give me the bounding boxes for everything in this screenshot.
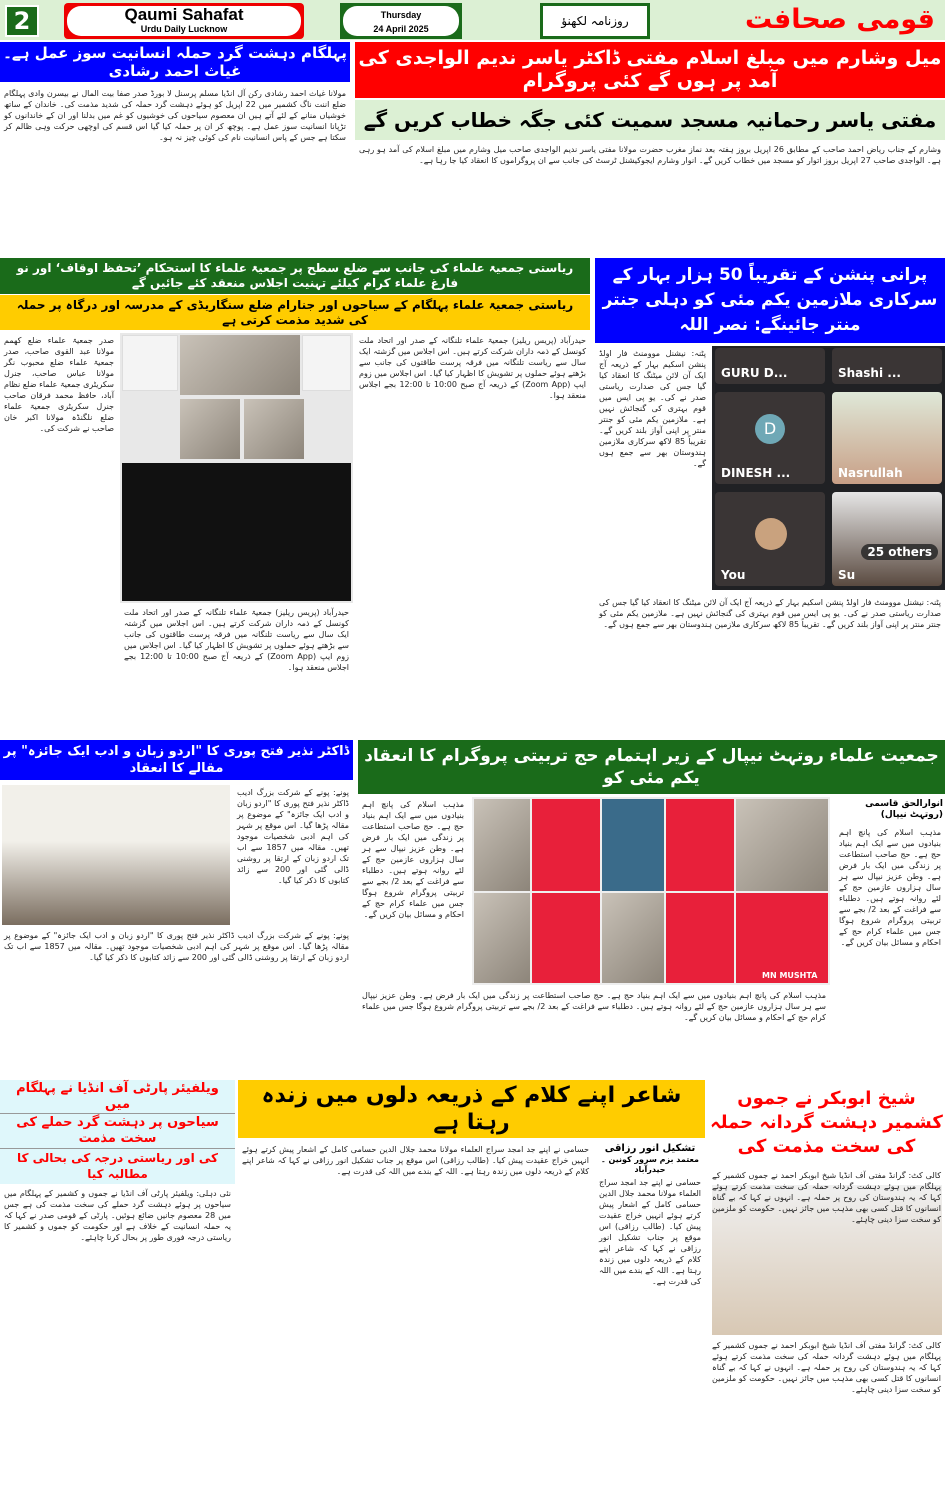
- a6-headline: جمعیت علماء روتہٹ نیپال کے زیر اہتمام حج تربیتی پروگرام کا انعقاد یکم مئی کو: [358, 740, 945, 794]
- a7-headline: [0, 1080, 235, 1184]
- a8-headline: شاعر اپنے کلام کے ذریعہ دلوں میں زندہ رہتا ہے: [238, 1080, 705, 1138]
- a8-body-2: حسامی نے اپنے جد امجد سراج العلماء مولانا محمد جلال الدین حسامی کامل کے اشعار پیش کرتے ہوئے انہیں خراج عقیدت پیش کیا۔ (طالب رزاقی) اس موقع پر جناب تشکیل انور رزاقی نے کہا کہ شاعر اپنے کلام کے ذریعہ دلوں میں زندہ رہتا ہے۔ اللہ کے بندے میں اللہ کی قدرت ہے۔: [599, 1178, 701, 1286]
- a7-body: نئی دہلی: ویلفیئر پارٹی آف انڈیا نے جموں و کشمیر کے پہلگام میں سیاحوں پر ہوئے دہشت گرد حملے کی سخت مذمت کی ہے جس میں 28 معصوم جانیں ضائع ہوئیں۔ پارٹی کے قومی صدر نے کہا کہ یہ حملہ انسانیت کے خلاف ہے اور حکومت کو جموں و کشمیر کا ریاستی درجہ فوری طور پر بحال کرنا چاہئے۔: [4, 1189, 232, 1242]
- a4-body: پٹنہ: نیشنل موومنٹ فار اولڈ پنشن اسکیم بہار کے ذریعہ آج ایک آن لائن میٹنگ کا انعقاد کیا گیا جس کی صدارت ریاستی صدر نے کی۔ یو پی ایس میں قوم بہتری کی گنجائش نہیں ہے۔ ملازمین یکم مئی کو جنتر منتر پر اپنی آواز بلند کریں گے۔ تقریباً 85 لاکھ سرکاری ملازمین ہندوستان بھر سے جمع ہوں گے۔: [599, 349, 706, 468]
- date: 24 April 2025: [373, 24, 429, 34]
- a3-body: حیدرآباد (پریس ریلیز) جمعیۃ علماء تلنگانہ کے صدر اور اتحاد ملت کونسل کے ذمہ داران شرکت کرتے ہیں۔ اس اجلاس میں گزشتہ ایک سال سے ریاست تلنگانہ میں فرقہ پرست طاقتوں کی جانب سے بڑھتے ہوئے حملوں پر تشویش کا اظہار کیا گیا۔ اس اجلاس میں زوم ایپ (Zoom App) کے ذریعہ آج صبح 10:00 تا 12:00 بجے اجلاس منعقد ہوا۔: [359, 336, 587, 400]
- participant-photo: [180, 335, 300, 395]
- video-tile: Nasrullah: [832, 392, 942, 484]
- avatar: D: [755, 414, 785, 444]
- others-count: 25 others: [861, 544, 938, 560]
- a3-body-2: صدر جمعیۃ علماء ضلع کھمم مولانا عبد القوی صاحب، صدر جمعیۃ علماء ضلع محبوب نگر مولانا عباس صاحب، جنرل سکریٹری جمعیۃ علماء ضلع نظام آباد، حافظ محمد فرقان صاحب جنرل سکریٹری جمعیۃ علماء ضلع نلگنڈہ مولانا اکبر خان صاحب نے شرکت کی۔: [4, 336, 114, 433]
- a5-body: پونے: پونے کے شرکت بزرگ ادیب ڈاکٹر نذیر فتح پوری کا "اردو زبان و ادب ایک جائزہ" کے موضوع پر مقالہ پڑھا گیا۔ اس موقع پر شہر کی اہم ادبی شخصیات موجود تھیں۔ مقالہ میں 1857 سے اب تک اردو زبان کے ارتقا پر روشنی ڈالی گئی اور 200 سے زائد کتابوں کا ذکر کیا گیا۔: [237, 788, 350, 885]
- a6-body-2: مذہب اسلام کی پانچ اہم بنیادوں میں سے ایک اہم بنیاد حج ہے۔ حج صاحب استطاعت پر زندگی میں ایک بار فرض ہے۔ وطن عزیز نیپال سے ہر سال ہزاروں عازمین حج کے لئے روانہ ہوتے ہیں۔ دطلباء سے فراغت کے بعد 2/ بجے سے تربیتی پروگرام شروع ہوگا جس میں علماء کرام حج کے احکام و مسائل بیان کریں گے۔: [839, 828, 941, 947]
- a7-headline-line: سیاحوں پر دہشت گرد حملے کی سخت مذمت: [0, 1114, 235, 1149]
- day: Thursday: [380, 10, 422, 20]
- portrait-grid: [472, 797, 830, 985]
- logo-text: روزنامہ لکھنؤ: [543, 6, 647, 36]
- a4-headline: پرانی پنشن کے تقریباً 50 ہزار بہار کے سرکاری ملازمین یکم مئی کو دہلی جنتر منتر جائینگے: نصر اللہ: [595, 258, 945, 343]
- a3-headline: ریاستی جمعیۃ علماء کی جانب سے ضلع سطح پر جمعیۃ علماء کا استحکام ’تحفظ اوقاف‘ اور نو فارغ علماء کرام کیلئے تہنیت اجلاس منعقد کئے جائیں گے: [0, 258, 590, 294]
- a7-headline-line: کی اور ریاستی درجہ کی بحالی کا مطالبہ کیا: [16, 1151, 219, 1181]
- a6-body-3: مذہب اسلام کی پانچ اہم بنیادوں میں سے ایک اہم بنیاد حج ہے۔ حج صاحب استطاعت پر زندگی میں ایک بار فرض ہے۔ وطن عزیز نیپال سے ہر سال ہزاروں عازمین حج کے لئے روانہ ہوتے ہیں۔ دطلباء سے فراغت کے بعد 2/ بجے سے تربیتی پروگرام شروع ہوگا جس میں علماء کرام حج کے احکام و مسائل بیان کریں گے۔: [362, 991, 826, 1022]
- a9-body-2: کالی کٹ: گرانڈ مفتی آف انڈیا شیخ ابوبکر احمد نے جموں کشمیر کے پہلگام میں ہوئے دہشت گردانہ حملہ کی سخت مذمت کرتے ہوئے کہا کہ یہ ہندوستان کی روح پر حملہ ہے۔ انہوں نے کہا کہ بے گناہ انسانوں کا قتل کسی بھی مذہب میں جائز نہیں۔ حکومت کو ملزمین کو سخت سزا دینی چاہئے۔: [712, 1341, 941, 1394]
- page-number: 2: [5, 5, 39, 37]
- urdu-masthead: قومی صحافت: [745, 4, 935, 35]
- a3-body-3: حیدرآباد (پریس ریلیز) جمعیۃ علماء تلنگانہ کے صدر اور اتحاد ملت کونسل کے ذمہ داران شرکت کرتے ہیں۔ اس اجلاس میں گزشتہ ایک سال سے ریاست تلنگانہ میں فرقہ پرست طاقتوں کی جانب سے بڑھتے ہوئے حملوں پر تشویش کا اظہار کیا گیا۔ اس اجلاس میں زوم ایپ (Zoom App) کے ذریعہ آج صبح 10:00 تا 12:00 بجے اجلاس منعقد ہوا۔: [124, 608, 350, 672]
- group-photo: [2, 785, 230, 925]
- a5-headline: ڈاکٹر نذیر فتح پوری کا "اردو زبان و ادب ایک جائزہ" پر مقالے کا انعقاد: [0, 740, 353, 780]
- a5-body-2: پونے: پونے کے شرکت بزرگ ادیب ڈاکٹر نذیر فتح پوری کا "اردو زبان و ادب ایک جائزہ" کے موضوع پر مقالہ پڑھا گیا۔ اس موقع پر شہر کی اہم ادبی شخصیات موجود تھیں۔ مقالہ میں 1857 سے اب تک اردو زبان کے ارتقا پر روشنی ڈالی گئی اور 200 سے زائد کتابوں کا ذکر کیا گیا۔: [4, 931, 350, 962]
- paper-title: Qaumi Sahafat: [124, 5, 244, 24]
- paper-subtitle: Urdu Daily Lucknow: [140, 24, 228, 34]
- a6-body: مذہب اسلام کی پانچ اہم بنیادوں میں سے ایک اہم بنیاد حج ہے۔ حج صاحب استطاعت پر زندگی میں ایک بار فرض ہے۔ وطن عزیز نیپال سے ہر سال ہزاروں عازمین حج کے لئے روانہ ہوتے ہیں۔ دطلباء سے فراغت کے بعد 2/ بجے سے تربیتی پروگرام شروع ہوگا جس میں علماء کرام حج کے احکام و مسائل بیان کریں گے۔: [362, 800, 464, 919]
- a9-headline: شیخ ابوبکر نے جموں کشمیر دہشت گردانہ حملہ کی سخت مذمت کی: [710, 1088, 943, 1157]
- video-tile: DINESH ... D: [715, 392, 825, 484]
- avatar: [755, 518, 787, 550]
- a1-headline: پہلگام دہشت گرد حملہ انسانیت سوز عمل ہے۔ غیاث احمد رشادی: [0, 42, 350, 82]
- logo-box: [540, 3, 650, 39]
- video-call-grid: [712, 346, 945, 590]
- a2-headline: میل وشارم میں مبلغ اسلام مفتی ڈاکٹر یاسر ندیم الواجدی کی آمد پر ہوں گے کئی پروگرام: [355, 42, 945, 98]
- video-tile: Su 25 others: [832, 492, 942, 586]
- date-box: [340, 3, 462, 39]
- a2-body: وشارم کے جناب ریاض احمد صاحب کے مطابق 26 اپریل بروز ہفتہ بعد نماز مغرب حضرت مولانا مفتی یاسر ندیم الواجدی صاحب میل وشارم میں مبلغ اسلام کی آمد ہو رہی ہے۔ الواجدی صاحب 27 اپریل بروز اتوار کو مسجد میں خطاب کریں گے۔ انوار وشارم ایجوکیشنل ٹرسٹ کی جانب سے ان پروگراموں کا انعقاد کیا جا رہا ہے۔: [359, 145, 941, 165]
- a8-body: حسامی نے اپنے جد امجد سراج العلماء مولانا محمد جلال الدین حسامی کامل کے اشعار پیش کرتے ہوئے انہیں خراج عقیدت پیش کیا۔ (طالب رزاقی) اس موقع پر جناب تشکیل انور رزاقی نے کہا کہ شاعر اپنے کلام کے ذریعہ دلوں میں زندہ رہتا ہے۔ اللہ کے بندے میں اللہ کی قدرت ہے۔: [242, 1145, 589, 1176]
- a2-subheadline: مفتی یاسر رحمانیہ مسجد سمیت کئی جگہ خطاب کریں گے: [355, 100, 945, 140]
- a4-body-2: پٹنہ: نیشنل موومنٹ فار اولڈ پنشن اسکیم بہار کے ذریعہ آج ایک آن لائن میٹنگ کا انعقاد کیا گیا جس کی صدارت ریاستی صدر نے کی۔ یو پی ایس میں قوم بہتری کی گنجائش نہیں ہے۔ ملازمین یکم مئی کو جنتر منتر پر اپنی آواز بلند کریں گے۔ تقریباً 85 لاکھ سرکاری ملازمین ہندوستان بھر سے جمع ہوں گے۔: [599, 598, 941, 629]
- video-tile: GURU D...: [715, 348, 825, 384]
- a1-body: مولانا غیاث احمد رشادی رکن آل انڈیا مسلم پرسنل لا بورڈ صدر صفا بیت المال نے بیسرن وادی پہلگام ضلع اننت ناگ کشمیر میں 22 اپریل کو ہوئے دہشت گرد حملہ کی شدید مذمت کی۔ خاندان کے ساتھ خوشیاں منانے کے لئے آتے ہیں ان معصوم سیاحوں کی خوشیوں کو غم میں بدلنا اور ان کے خاندانوں کو تڑپانا انسانیت سوز عمل ہے۔ پوچھ کر ان پر حملہ کیا گیا اس قسم کی اوچھی حرکت وہی ظالم کر سکتا ہے جس کے پاس انسانیت نام کی کوئی چیز نہ ہو۔: [4, 89, 347, 142]
- a3-subheadline: ریاستی جمعیۃ علماء پہلگام کے سیاحوں اور جنارام ضلع سنگاریڈی کے مدرسہ اور درگاہ پر حملہ کی شدید مذمت کرتی ہے: [0, 295, 590, 330]
- a9-body: کالی کٹ: گرانڈ مفتی آف انڈیا شیخ ابوبکر احمد نے جموں کشمیر کے پہلگام میں ہوئے دہشت گردانہ حملہ کی سخت مذمت کرتے ہوئے کہا کہ یہ ہندوستان کی روح پر حملہ ہے۔ انہوں نے کہا کہ بے گناہ انسانوں کا قتل کسی بھی مذہب میں جائز نہیں۔ حکومت کو ملزمین کو سخت سزا دینی چاہئے۔: [712, 1171, 941, 1224]
- video-tile: Shashi ...: [832, 348, 942, 384]
- zoom-meeting-collage: [120, 333, 353, 603]
- video-tile: You: [715, 492, 825, 586]
- a8-byline: تشکیل انور رزاقی معتمد بزم سرور کونین ۔ حیدرآباد: [601, 1143, 699, 1174]
- a6-byline: انوارالحق قاسمی (روتہٹ نیپال): [865, 799, 943, 820]
- photo-caption: MN MUSHTA: [762, 971, 818, 980]
- a7-headline-line: ویلفیئر پارٹی آف انڈیا نے پہلگام میں: [0, 1080, 235, 1114]
- title-box: [64, 3, 304, 39]
